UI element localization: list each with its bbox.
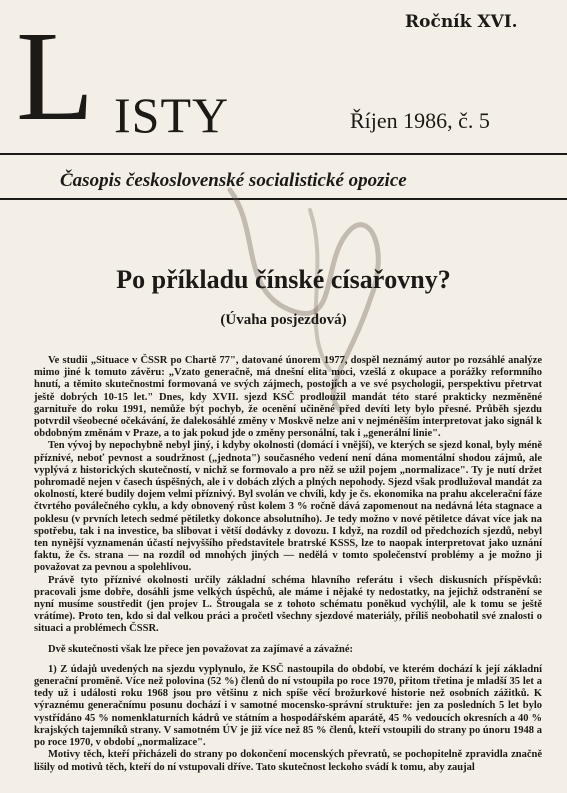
paragraph-1: Ve studii „Situace v ČSSR po Chartě 77", datované únorem 1977, dospěl neznámý autor po rozsáhlé analýze mimo jiné k tomuto závěru: „Vzato generačně, má dnešní elita moci, vzešlá z okupace a porážky reformního hnutí, a těmito skutečnostmi formovaná ve svých zájmech, postojích a ve své psychologii, perspektivu přetrvat ještě dobrých 10-15 let." Dnes, kdy XVII. sjezd KSČ prodloužil mandát této staré prakticky nezměněné garnituře do roku 1991, nemůže být pochyb, že ocenění učiněné před devíti lety bylo přesné. Průběh sjezdu potvrdil všeobecné očekávání, že dalekosáhlé změny v Moskvě nelze ani v nejméněším interpretovat jako signál k obdobným změnám v Praze, a to jak pokud jde o změny personální, tak i „generální linie".	[34, 355, 542, 440]
magazine-subtitle: Časopis československé socialistické opozice	[60, 170, 407, 191]
paragraph-6: Motivy těch, kteří přicházeli do strany po dokončení mocenských převratů, se pochopitelně zpravidla značně lišily od motivů těch, kteří do ní vstupovali dříve. Tato skutečnost leckoho svádí k tomu, aby zaujal	[34, 749, 542, 773]
logo-initial: L	[16, 5, 95, 147]
paragraph-5: 1) Z údajů uvedených na sjezdu vyplynulo, že KSČ nastoupila do období, ve kterém dochází k její základní generační proměně. Více než polovina (52 %) členů do ní vstoupila po roce 1970, přitom třetina je mladší 35 let a tedy už i události roku 1968 jsou pro většinu z nich spíše věcí brožurkové historie než osobních zážitků. K výraznému generačnímu posunu dochází i v samotné mocensko-správní struktuře: jen za posledních 5 let bylo vystřídáno 45 % nomenklaturních kádrů ve státním a hospodářském aparátě, 45 % vedoucích okresních a 40 % krajských tajemníků strany. V samotném ÚV je již více než 85 % členů, kteří vstoupili do strany po únoru 1948 a po roce 1970, v období „normalizace".	[34, 663, 542, 749]
article-subtitle: (Úvaha posjezdová)	[220, 312, 347, 328]
paragraph-3: Právě tyto příznivé okolnosti určily základní schéma hlavního referátu i všech diskusních příspěvků: pracovali jsme dobře, dosáhli jsme velkých úspěchů, ale máme i nějaké ty nedostatky, na jejichž odstranění se nyní musíme soustředit (jen projev L. Štrougala se z tohoto schématu poněkud vychýlil, ale k tomu se ještě vrátíme). Proto ten, kdo si dal velkou práci a pročetl všechny sjezdové materiály, příliš neobohatil své znalosti o situaci a problémech ČSSR.	[34, 574, 542, 635]
logo-rest: ISTY	[114, 87, 230, 143]
magazine-logo	[16, 5, 336, 147]
paragraph-4: Dvě skutečnosti však lze přece jen považovat za zajímavé a závažné:	[48, 643, 354, 655]
header-rule-top	[0, 153, 567, 155]
article-title: Po příkladu čínské císařovny?	[116, 265, 451, 294]
issue-label: Říjen 1986, č. 5	[350, 108, 490, 133]
volume-label: Ročník XVI.	[405, 12, 518, 32]
paragraph-2: Ten vývoj by nepochybně nebyl jiný, i kdyby okolnosti (domácí i vnější), ve kterých se sjezd konal, byly méně příznivé, neboť pevnost a soudržnost („jednota") současného vedení není dána momentální shodou zájmů, ale vyplývá z historických skutečností, v nichž se formovalo a pro něž se užil pojem „normalizace". Ty je nutí držet pohromadě nejen v časech úspěšných, ale i v dobách zlých a plných nepohody. Sjezd však prodlužoval mandát za okolností, které budily dojem velmi příznivý. Byl svolán ve chvíli, kdy je čs. ekonomika na prahu akcelerační fáze čtvrtého poválečného cyklu, a kdy obnovený růst kolem 3 % ročně dává zapomenout na nedávná léta stagnace a poklesu (v prvních letech sedmé pětiletky dokonce absolutního). Je tedy možno v nové pětiletce dávat více jak na spotřebu, tak i na investice, ba slibovat i větší dodávky z dovozu. I když, na rozdíl od předchozích sjezdů, nebyl ten nynější vyznamenán účastí nejvyššího představitele bratrské KSSS, lze to naopak interpretovat jako uznání faktu, že čs. strana — na rozdíl od mnohých jiných — nedělá v tomto společenství problémy a je možno ji považovat za pevnou a spolehlivou.	[34, 440, 542, 574]
article-body	[34, 355, 542, 774]
